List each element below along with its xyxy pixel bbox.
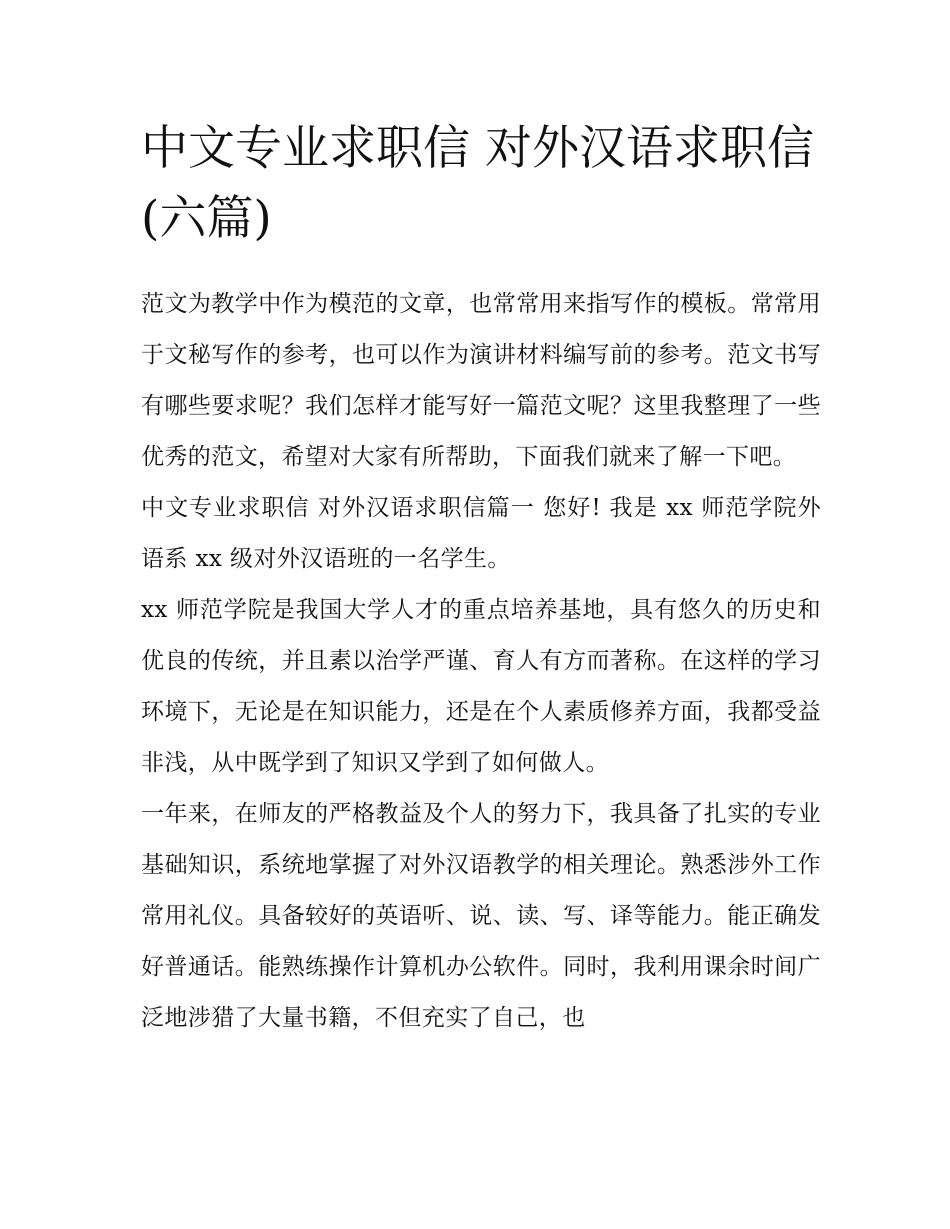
paragraph-greeting: 中文专业求职信 对外汉语求职信篇一 您好! 我是 xx 师范学院外语系 xx 级对外汉语班的一名学生。 xyxy=(141,495,821,572)
paragraph-intro: 范文为教学中作为模范的文章，也常常用来指写作的模板。常常用于文秘写作的参考，也可以作为演讲材料编写前的参考。范文书写有哪些要求呢？我们怎样才能写好一篇范文呢？这里我整理了一些优秀的范文，希望对大家有所帮助，下面我们就来了解一下吧。 xyxy=(141,291,821,470)
document-title: 中文专业求职信 对外汉语求职信(六篇) xyxy=(141,121,814,246)
paragraph-skills: 一年来，在师友的严格教益及个人的努力下，我具备了扎实的专业基础知识，系统地掌握了对外汉语教学的相关理论。熟悉涉外工作常用礼仪。具备较好的英语听、说、读、写、译等能力。能正确发好普通话。能熟练操作计算机办公软件。同时，我利用课余时间广泛地涉猎了大量书籍，不但充实了自己，也 xyxy=(141,801,821,1031)
document-body xyxy=(141,279,821,1044)
paragraph-school: xx 师范学院是我国大学人才的重点培养基地，具有悠久的历史和优良的传统，并且素以治学严谨、育人有方而著称。在这样的学习环境下，无论是在知识能力，还是在个人素质修养方面，我都受益非浅，从中既学到了知识又学到了如何做人。 xyxy=(141,597,821,776)
